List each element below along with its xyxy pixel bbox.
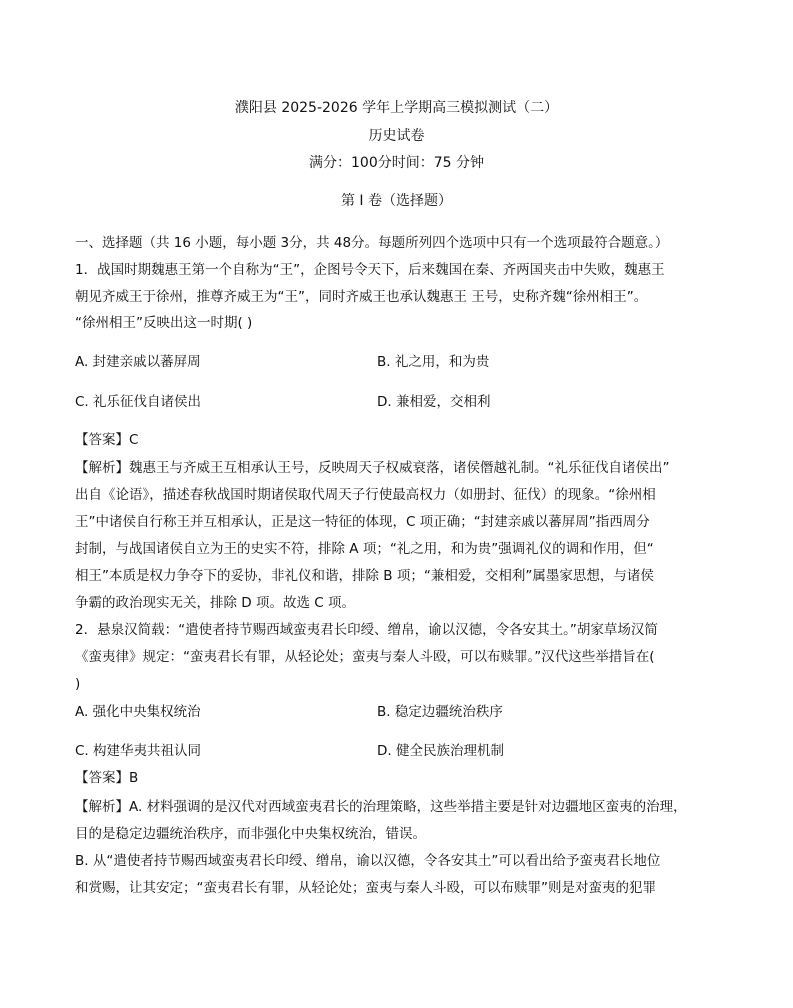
q1-stem-line: 1．战国时期魏惠王第一个自称为“王”，企图号令天下，后来魏国在秦、齐两国夹击中失败，魏惠王 bbox=[75, 262, 665, 278]
q1-analysis-line: 封制，与战国诸侯自立为王的史实不符，排除 A 项；“礼之用，和为贵”强调礼仪的调和作用，但“ bbox=[75, 541, 654, 557]
q1-option-d: D. 兼相爱，交相利 bbox=[377, 394, 491, 410]
q1-analysis-line: 【解析】魏惠王与齐威王互相承认王号，反映周天子权威衰落，诸侯僭越礼制。“礼乐征伐自诸侯出” bbox=[75, 460, 670, 476]
q1-option-c: C. 礼乐征伐自诸侯出 bbox=[75, 394, 202, 410]
section-title: 第 I 卷（选择题） bbox=[340, 193, 453, 209]
q1-option-a: A. 封建亲戚以蕃屏周 bbox=[75, 354, 201, 370]
instructions: 一、选择题（共 16 小题，每小题 3分，共 48分。每题所列四个选项中只有一个选项最符合题意。） bbox=[75, 235, 669, 251]
q2-analysis-line: B. 从“遣使者持节赐西域蛮夷君长印绶、缯帛，谕以汉德，令各安其土”可以看出给予蛮夷君长地位 bbox=[75, 853, 661, 869]
exam-title: 濮阳县 2025-2026 学年上学期高三模拟测试（二） bbox=[234, 100, 559, 116]
q2-stem-line: ) bbox=[75, 676, 81, 692]
exam-subject: 历史试卷 bbox=[368, 128, 425, 144]
q1-analysis-line: 王”中诸侯自行称王并互相承认，正是这一特征的体现，C 项正确；“封建亲戚以蕃屏周”指西周分 bbox=[75, 514, 650, 530]
exam-score-time: 满分：100分时间：75 分钟 bbox=[309, 155, 484, 171]
q2-option-b: B. 稳定边疆统治秩序 bbox=[377, 704, 503, 720]
q2-answer: 【答案】B bbox=[75, 770, 139, 786]
q2-stem-line: 《蛮夷律》规定：“蛮夷君长有罪，从轻论处；蛮夷与秦人斗殴，可以布赎罪。”汉代这些举措旨在( bbox=[75, 649, 655, 665]
q1-option-b: B. 礼之用，和为贵 bbox=[377, 354, 490, 370]
q2-analysis-line: 目的是稳定边疆统治秩序，而非强化中央集权统治，错误。 bbox=[75, 826, 426, 842]
q1-analysis-line: 相王”本质是权力争夺下的妥协，非礼仪和谐，排除 B 项；“兼相爱，交相利”属墨家思想，与诸侯 bbox=[75, 568, 654, 584]
q1-analysis-line: 出自《论语》，描述春秋战国时期诸侯取代周天子行使最高权力（如册封、征伐）的现象。“徐州相 bbox=[75, 487, 656, 503]
q2-analysis-line: 和赏赐，让其安定；“蛮夷君长有罪，从轻论处；蛮夷与秦人斗殴，可以布赎罪”则是对蛮夷的犯罪 bbox=[75, 880, 656, 896]
q1-stem-line: 朝见齐威王于徐州，推尊齐威王为“王”，同时齐威王也承认魏惠王 王号，史称齐魏“徐州相王”。 bbox=[75, 289, 648, 305]
q1-analysis-line: 争霸的政治现实无关，排除 D 项。故选 C 项。 bbox=[75, 595, 355, 611]
q2-option-c: C. 构建华夷共祖认同 bbox=[75, 743, 202, 759]
q1-answer: 【答案】C bbox=[75, 432, 139, 448]
q1-stem-line: “徐州相王”反映出这一时期( ) bbox=[75, 315, 253, 331]
q2-analysis-line: 【解析】A. 材料强调的是汉代对西域蛮夷君长的治理策略，这些举措主要是针对边疆地区蛮夷的治理， bbox=[75, 799, 687, 815]
q2-option-d: D. 健全民族治理机制 bbox=[377, 743, 504, 759]
q2-stem-line: 2．悬泉汉简载：“遣使者持节赐西域蛮夷君长印绶、缯帛，谕以汉德，令各安其土。”胡家草场汉简 bbox=[75, 622, 658, 638]
q2-option-a: A. 强化中央集权统治 bbox=[75, 704, 201, 720]
